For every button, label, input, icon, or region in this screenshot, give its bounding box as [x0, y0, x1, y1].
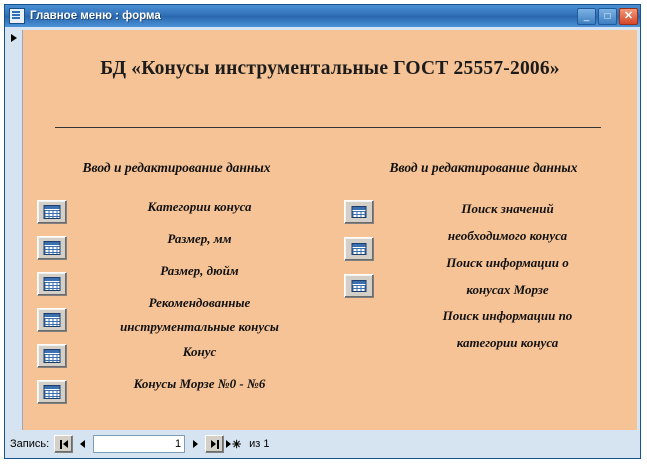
first-record-icon	[63, 440, 68, 448]
table-grid-icon	[44, 385, 61, 399]
table-grid-icon	[44, 313, 61, 327]
label-search-values-line2: необходимого конуса	[447, 227, 568, 243]
previous-record-icon	[80, 440, 85, 448]
window-client-area	[5, 27, 640, 458]
table-grid-icon	[352, 280, 367, 292]
form-icon	[9, 8, 25, 24]
left-column	[23, 142, 330, 430]
label-size-inch: Размер, дюйм	[160, 262, 239, 278]
table-grid-icon	[44, 277, 61, 291]
search-morse-info-button[interactable]	[344, 237, 374, 261]
title-bar[interactable]	[5, 5, 640, 27]
record-total: из 1	[249, 438, 270, 450]
previous-record-button[interactable]	[74, 435, 91, 453]
open-categories-button[interactable]	[37, 200, 67, 224]
right-label-stack	[388, 200, 627, 361]
label-recommended-line1: Рекомендованные	[148, 294, 251, 310]
left-column-heading: Ввод и редактирование данных	[82, 160, 271, 175]
search-cone-values-button[interactable]	[344, 200, 374, 224]
record-selector-arrow-icon	[11, 34, 17, 42]
label-size-mm: Размер, мм	[167, 230, 232, 246]
label-cone: Конус	[182, 344, 217, 360]
open-size-mm-button[interactable]	[37, 236, 67, 260]
open-size-inch-button[interactable]	[37, 272, 67, 296]
search-by-category-button[interactable]	[344, 274, 374, 298]
label-search-morse-line1: Поиск информации о	[446, 254, 569, 270]
label-search-values-line1: Поиск значений	[461, 201, 554, 216]
record-label: Запись:	[10, 438, 50, 450]
new-record-icon	[226, 440, 231, 448]
window-controls	[577, 8, 638, 25]
open-recommended-button[interactable]	[37, 308, 67, 332]
window-title: Главное меню : форма	[30, 10, 161, 22]
minimize-button[interactable]: _	[577, 8, 596, 25]
maximize-button[interactable]: □	[598, 8, 617, 25]
next-record-icon	[193, 440, 198, 448]
page-title: БД «Конусы инструментальные ГОСТ 25557-2006»	[100, 58, 560, 79]
next-record-button[interactable]	[187, 435, 204, 453]
label-search-category-line2: категории конуса	[456, 335, 559, 351]
access-form-window	[4, 4, 641, 459]
table-grid-icon	[44, 241, 61, 255]
menu-columns	[23, 142, 637, 430]
label-morse-cones: Конусы Морзе №0 - №6	[133, 376, 266, 392]
label-search-category-line1: Поиск информации по	[442, 308, 573, 324]
last-record-icon	[211, 440, 216, 448]
close-button[interactable]: ✕	[619, 8, 638, 25]
table-grid-icon	[352, 243, 367, 255]
label-search-morse-line2: конусах Морзе	[466, 281, 549, 297]
table-grid-icon	[352, 206, 367, 218]
current-record-input[interactable]: 1	[93, 435, 185, 453]
form-canvas	[23, 30, 637, 430]
label-categories: Категории конуса	[147, 199, 252, 214]
first-record-button[interactable]	[54, 435, 73, 453]
last-record-button[interactable]	[205, 435, 224, 453]
open-morse-cones-button[interactable]	[37, 380, 67, 404]
right-button-stack	[344, 200, 374, 311]
label-recommended-line2: инструментальные конусы	[120, 319, 279, 335]
title-divider	[55, 127, 601, 128]
right-column	[330, 142, 637, 430]
record-navigation-bar	[8, 433, 637, 455]
open-cone-button[interactable]	[37, 344, 67, 368]
table-grid-icon	[44, 205, 61, 219]
left-button-stack	[37, 200, 67, 416]
left-label-stack	[75, 198, 324, 407]
table-grid-icon	[44, 349, 61, 363]
new-record-button[interactable]: ✳	[225, 435, 242, 453]
record-selector[interactable]	[8, 30, 23, 430]
right-column-heading: Ввод и редактирование данных	[389, 160, 578, 175]
